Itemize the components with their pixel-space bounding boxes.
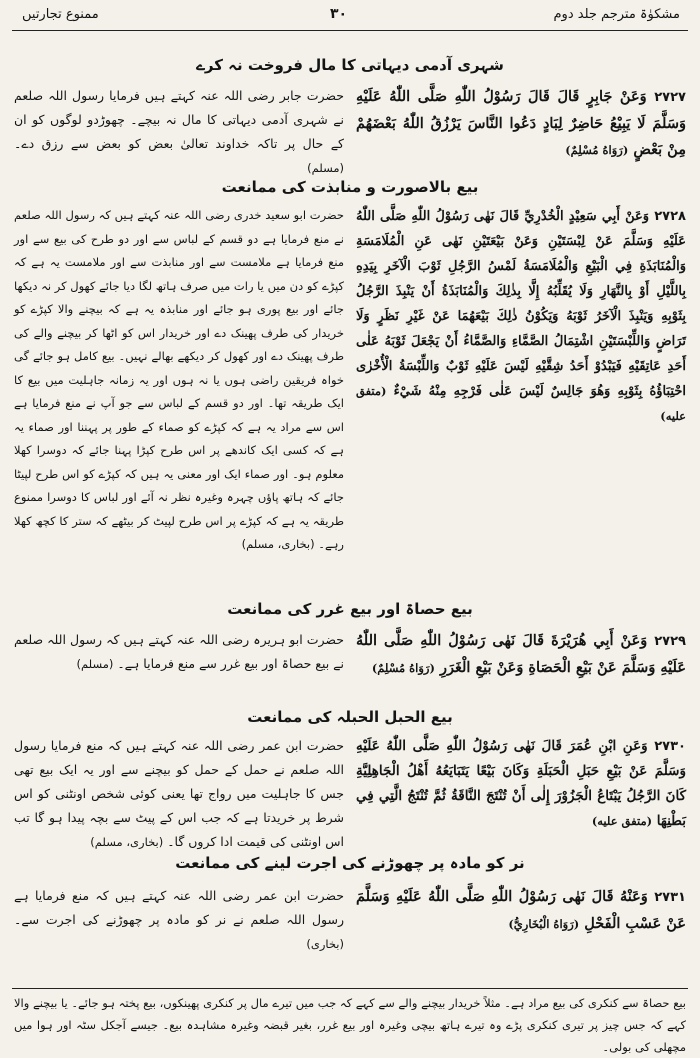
hadith-number: ۲۷۳۰ xyxy=(654,739,686,754)
header-book-title: مشکوٰۃ مترجم جلد دوم xyxy=(553,7,680,22)
urdu-text: حضرت ابن عمر رضی اللہ عنہ کہتے ہیں کہ منع فرمایا ہے رسول اللہ صلعم نے نر کو مادہ پر چھوڑنے کی اجرت سے۔ xyxy=(14,888,344,927)
arabic-text: وَعَنْ أَبِي هُرَيْرَةَ قَالَ نَهٰى رَسُوْلُ اللّٰهِ صَلَّى اللّٰهُ عَلَيْهِ وَسَلَّمَ عَنْ بَيْعِ الْحَصَاةِ وَعَنْ بَيْعِ الْغَرَرِ xyxy=(356,632,686,676)
section-heading: بیع حصاۃ اور بیع غرر کی ممانعت xyxy=(227,600,473,618)
arabic-source: (متفق علیه) xyxy=(591,814,653,828)
urdu-source: (بخاری، مسلم) xyxy=(241,537,315,551)
arabic-source: (رَوَاهُ مُسْلِمٌ) xyxy=(565,143,629,157)
urdu-text: حضرت ابن عمر رضی اللہ عنہ کہتے ہیں کہ منع فرمایا رسول اللہ صلعم نے حمل کے حمل کو بیچنے سے اور یہ ایک بیع تھی جس کا جاہلیت میں رواج تھا یعنی کوئی شخص اونٹنی کو اس شرط پر خریدتا ہے کہ جب اس کے پیٹ سے بچہ پیدا ہو گا تب اس اونٹنی کی قیمت ادا کروں گا۔ xyxy=(14,738,344,849)
urdu-text: حضرت ابو سعید خدری رضی اللہ عنہ کہتے ہیں کہ رسول اللہ صلعم نے منع فرمایا ہے دو قسم کے لباس سے اور دو طرح کی بیع سے اور منع فرمایا ہے ملامست سے اور منابذت سے اور ملامست یہ ہے کہ کپڑے کو دن میں یا رات میں صرف ہاتھ لگا دیا جائے کھول کر نہ دیکھا جائے اور بیع پوری ہو جائے اور منابذہ یہ ہے کہ بیچنے والا کپڑے کو خریدار کی طرف پھینک دے اور خریدار اس کو اٹھا کر بیچنے والے کی طرف پھینک دے اور کھول کر دیکھے بھالے نہیں۔ بیع کامل ہو جائے گی خواہ فریقین راضی ہوں یا نہ ہوں اور یہ زمانہ جاہلیت میں بیع کا ایک طریقہ تھا۔ اور دو قسم کے لباس سے جو آپ نے منع فرمایا ہے اس سے مراد یہ ہے کہ کپڑے کو صماء کے طور پر پہننا اور صماء یہ ہے کہ کسی ایک کاندھے پر اس طرح کپڑا پہنا جائے کہ دوسرا کھلا معلوم ہو۔ اور صماء ایک اور معنی یہ ہیں کہ کپڑے کو اس طرح لپیٹا جائے کہ ہاتھ پاؤں چہرہ وغیرہ نظر نہ آئے اور لباس کا دوسرا ممنوع طریقہ یہ ہے کہ کپڑے پر اس طرح لپیٹ کر بیٹھے کہ ستر کا کچھ کھلا رہے۔ xyxy=(14,208,344,551)
urdu-text: حضرت جابر رضی اللہ عنہ کہتے ہیں فرمایا رسول اللہ صلعم نے شہری آدمی دیہاتی کا مال نہ بیچے۔ چھوڑدو لوگوں کو ان کے حال پر تاکہ خداوند تعالیٰ بعض کو بعض سے رزق دے۔ xyxy=(14,88,344,151)
arabic-hadith xyxy=(356,628,686,681)
hadith-number: ۲۷۲۹ xyxy=(654,634,686,649)
urdu-source: (بخاری، مسلم) xyxy=(90,835,164,849)
arabic-hadith xyxy=(356,204,686,429)
section-heading: نر کو مادہ پر چھوڑنے کی اجرت لینے کی ممانعت xyxy=(175,854,525,872)
urdu-translation xyxy=(14,884,344,956)
page-header xyxy=(0,4,700,28)
urdu-source: (مسلم) xyxy=(307,161,344,175)
urdu-translation xyxy=(14,628,344,676)
header-divider xyxy=(12,30,688,31)
footnote: بیع حصاۃ سے کنکری کی بیع مراد ہے۔ مثلاً خریدار بیچنے والے سے کہے کہ جب میں تیرے مال پر کنکری پھینکوں، بیع پختہ ہو جائے۔ یا بیچنے والا کہے کہ جس چیز پر تیری کنکری پڑے وہ تیرے ہاتھ بیچی وغیرہ اور بیع غرر، بغیر قبضہ وغیرہ مشاہدہ بیع۔ جیسے آجکل سٹہ اور ہوا میں مچھلی کی بولی۔ xyxy=(14,996,686,1054)
arabic-text: وَعَنْ أَبِي سَعِيْدٍ الْخُدْرِيِّ قَالَ نَهٰى رَسُوْلُ اللّٰهِ صَلَّى اللّٰهُ عَلَيْهِ وَسَلَّمَ عَنْ لِبْسَتَيْنِ وَعَنْ بَيْعَتَيْنِ نَهٰى عَنِ الْمُلَامَسَةِ وَالْمُنَابَذَةِ فِي الْبَيْعِ وَالْمُلَامَسَةُ لَمْسُ الرَّجُلِ ثَوْبَ الْآخَرِ بِيَدِهِ بِاللَّيْلِ أَوْ بِالنَّهَارِ وَلَا يُقَلِّبُهُ إِلَّا بِذٰلِكَ وَالْمُنَابَذَةُ أَنْ يَنْبِذَ الرَّجُلُ بِثَوْبِهِ وَيَنْبِذَ الْآخَرُ ثَوْبَهُ وَيَكُوْنُ ذٰلِكَ بَيْعَهُمَا عَنْ غَيْرِ نَظَرٍ وَلَا تَرَاضٍ وَاللِّبْسَتَيْنِ اشْتِمَالُ الصَّمَّاءِ وَالصَّمَّاءُ أَنْ يَجْعَلَ ثَوْبَهُ عَلٰى أَحَدِ عَاتِقَيْهِ فَيَبْدُوْ أَحَدُ شِقَّيْهِ لَيْسَ عَلَيْهِ ثَوْبٌ وَاللِّبْسَةُ الْأُخْرٰى احْتِبَاؤُهُ بِثَوْبِهِ وَهُوَ جَالِسٌ لَيْسَ عَلٰى فَرْجِهِ مِنْهُ شَيْءٌ xyxy=(356,209,687,399)
arabic-text: وَعَنْ جَابِرٍ قَالَ قَالَ رَسُوْلُ اللّٰهِ صَلَّى اللّٰهُ عَلَيْهِ وَسَلَّمَ لَا يَبِيْعُ حَاضِرٌ لِبَادٍ دَعُوا النَّاسَ يَرْزُقُ اللّٰهُ بَعْضَهُمْ مِنْ بَعْضٍ xyxy=(356,88,686,158)
hadith-number: ۲۷۳۱ xyxy=(654,890,686,905)
arabic-hadith xyxy=(356,84,686,163)
urdu-source: (بخاری) xyxy=(306,937,344,951)
footnote-divider xyxy=(12,988,688,989)
urdu-translation xyxy=(14,84,344,180)
arabic-hadith xyxy=(356,734,686,834)
urdu-source: (مسلم) xyxy=(76,657,114,671)
urdu-translation xyxy=(14,204,344,557)
arabic-source: (رَوَاهُ مُسْلِمٌ) xyxy=(371,661,435,675)
arabic-source: (رَوَاهُ الْبُخَارِيُّ) xyxy=(508,917,580,931)
hadith-number: ۲۷۲۸ xyxy=(654,209,686,224)
arabic-hadith xyxy=(356,884,686,937)
page-number: ۳۰ xyxy=(330,6,348,22)
section-heading: شہری آدمی دیہاتی کا مال فروخت نہ کرے xyxy=(196,56,504,74)
hadith-number: ۲۷۲۷ xyxy=(654,90,686,105)
header-chapter-title: ممنوع تجارتیں xyxy=(22,7,99,22)
urdu-text: حضرت ابو ہریرہ رضی اللہ عنہ کہتے ہیں کہ رسول اللہ صلعم نے بیع حصاۃ اور بیع غرر سے منع فرمایا ہے۔ xyxy=(14,632,344,671)
arabic-text: وَعَنِ ابْنِ عُمَرَ قَالَ نَهٰى رَسُوْلُ اللّٰهِ صَلَّى اللّٰهُ عَلَيْهِ وَسَلَّمَ عَنْ بَيْعِ حَبَلِ الْحَبَلَةِ وَكَانَ بَيْعًا يَتَبَايَعُهُ أَهْلُ الْجَاهِلِيَّةِ كَانَ الرَّجُلُ يَبْتَاعُ الْجَزُوْرَ إِلٰى أَنْ تُنْتَجَ النَّاقَةُ ثُمَّ تُنْتَجُ الَّتِي فِي بَطْنِهَا xyxy=(356,738,686,829)
section-heading: بیع بالاصورت و منابذت کی ممانعت xyxy=(221,178,479,196)
arabic-source: (متفق علیه) xyxy=(356,384,686,423)
arabic-text: وَعَنْهُ قَالَ نَهٰى رَسُوْلُ اللّٰهِ صَلَّى اللّٰهُ عَلَيْهِ وَسَلَّمَ عَنْ عَسْبِ الْفَحْلِ xyxy=(356,888,686,932)
section-heading: بیع الحبل الحبلہ کی ممانعت xyxy=(247,708,453,726)
urdu-translation xyxy=(14,734,344,854)
